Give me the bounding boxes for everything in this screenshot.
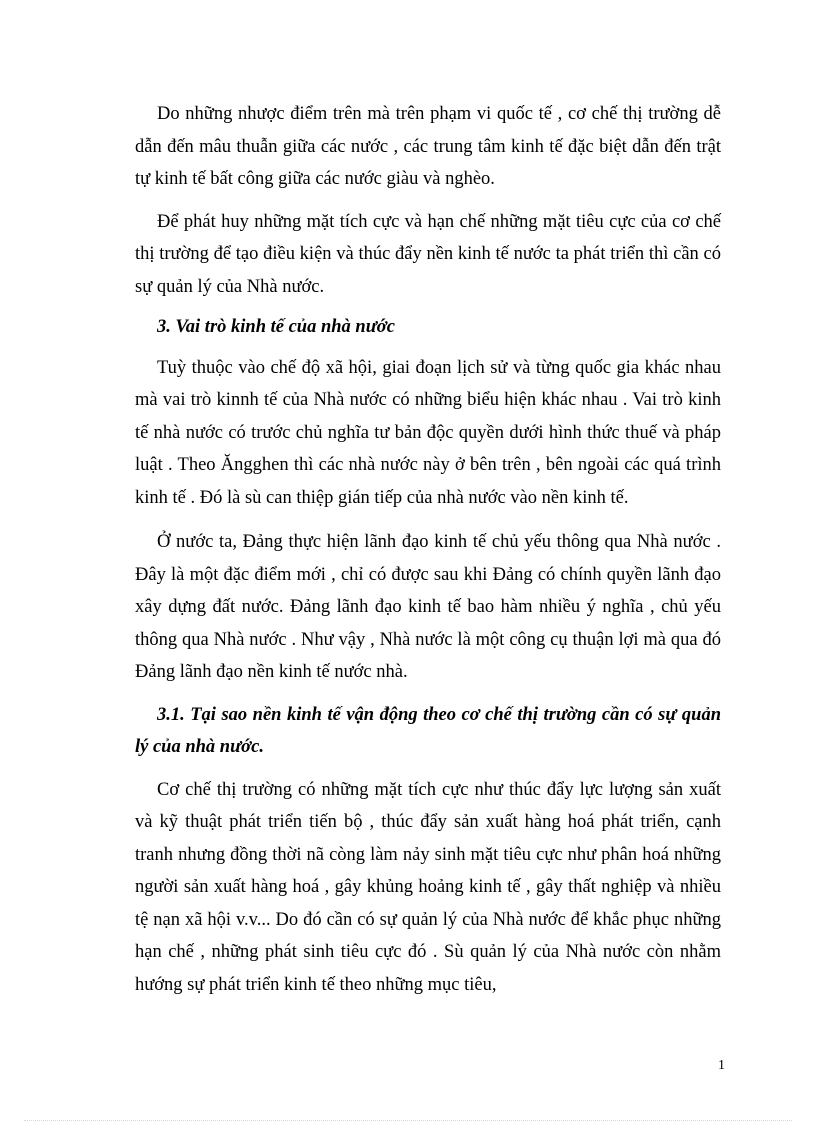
paragraph: Do những nhược điểm trên mà trên phạm vi quốc tế , cơ chế thị trường dễ dẫn đến mâu thuẫn giữa các nước , các trung tâm kinh tế đặc biệt dẫn đến trật tự kinh tế bất công giữa các nước giàu và nghèo.: [135, 104, 721, 189]
page-divider: [24, 1120, 792, 1121]
paragraph: Để phát huy những mặt tích cực và hạn chế những mặt tiêu cực của cơ chế thị trường để tạo điều kiện và thúc đẩy nền kinh tế nước ta phát triển thì cần có sự quản lý của Nhà nước.: [135, 211, 721, 297]
section-heading: 3. Vai trò kinh tế của nhà nước: [157, 317, 395, 337]
subsection-heading: 3.1. Tại sao nền kinh tế vận động theo cơ chế thị trường cần có sự quản lý của nhà nước.: [135, 704, 721, 757]
document-body: [135, 98, 721, 1011]
paragraph: Cơ chế thị trường có những mặt tích cực như thúc đẩy lực lượng sản xuất và kỹ thuật phát triển tiến bộ , thúc đẩy sản xuất hàng hoá phát triển, cạnh tranh nhưng đồng thời nã còng làm nảy sinh mặt tiêu cực như phân hoá những người sản xuất hàng hoá , gây khủng hoảng kinh tế , gây thất nghiệp và nhiều tệ nạn xã hội v.v... Do đó cần có sự quản lý của Nhà nước để khắc phục những hạn chế , những phát sinh tiêu cực đó . Sù quản lý của Nhà nước còn nhằm hướng sự phát triển kinh tế theo những mục tiêu,: [135, 779, 721, 995]
page-number: 1: [718, 1058, 725, 1073]
paragraph: Tuỳ thuộc vào chế độ xã hội, giai đoạn lịch sử và từng quốc gia khác nhau mà vai trò kinnh tế của Nhà nước có những biểu hiện khác nhau . Vai trò kinh tế nhà nước có trước chủ nghĩa tư bản độc quyền dưới hình thức thuế và pháp luật . Theo Ăngghen thì các nhà nước này ở bên trên , bên ngoài các quá trình kinh tế . Đó là sù can thiệp gián tiếp của nhà nước vào nền kinh tế.: [135, 357, 721, 508]
paragraph: Ở nước ta, Đảng thực hiện lãnh đạo kinh tế chủ yếu thông qua Nhà nước . Đây là một đặc điểm mới , chỉ có được sau khi Đảng có chính quyền lãnh đạo xây dựng đất nước. Đảng lãnh đạo kinh tế bao hàm nhiều ý nghĩa , chủ yếu thông qua Nhà nước . Như vậy , Nhà nước là một công cụ thuận lợi mà qua đó Đảng lãnh đạo nền kinh tế nước nhà.: [135, 532, 721, 682]
